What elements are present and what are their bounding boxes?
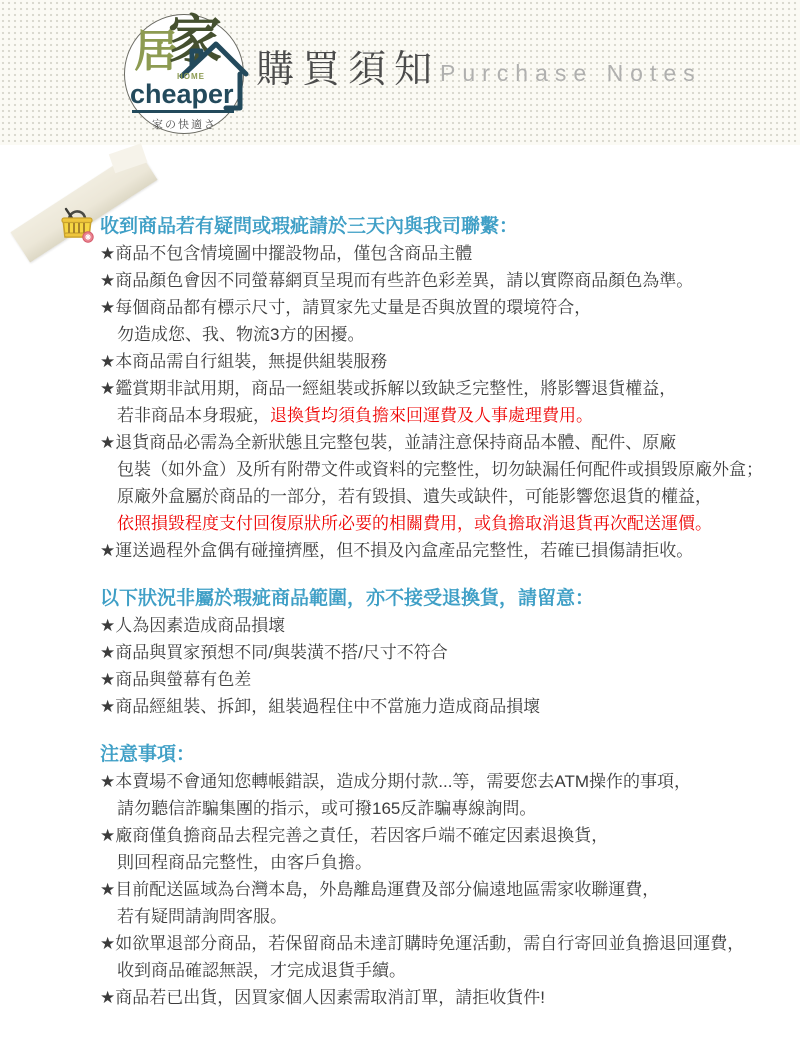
- star-bullet-icon: ★: [100, 541, 116, 560]
- bullet-line: [100, 348, 795, 375]
- body-text: 商品顏色會因不同螢幕網頁呈現而有些許色彩差異，請以實際商品顏色為準。: [115, 271, 694, 290]
- bullet-line: [100, 240, 795, 267]
- star-bullet-icon: ★: [100, 379, 116, 398]
- section: [100, 741, 795, 1011]
- body-text: 原廠外盒屬於商品的一部分，若有毀損、遺失或缺件，可能影響您退貨的權益，: [117, 487, 712, 506]
- page-title-zh: 購買須知: [256, 49, 441, 91]
- body-text: 商品經組裝、拆卸，組裝過程住中不當施力造成商品損壞: [115, 697, 541, 716]
- body-text: 退貨商品必需為全新狀態且完整包裝，並請注意保持商品本體、配件、原廠: [115, 433, 677, 452]
- logo-tagline: 家の快適さ: [152, 119, 217, 131]
- continuation-line: [100, 483, 795, 510]
- bullet-line: [100, 429, 795, 456]
- bullet-line: [100, 612, 795, 639]
- section-heading: 以下狀況非屬於瑕疵商品範圍，亦不接受退換貨，請留意：: [100, 588, 595, 609]
- body-text: 目前配送區域為台灣本島，外島離島運費及部分偏遠地區需家收聯運費，: [115, 880, 660, 899]
- logo-kanji-left: 居: [134, 27, 178, 76]
- bullet-line: [100, 930, 795, 957]
- bullet-line: [100, 693, 795, 720]
- star-bullet-icon: ★: [100, 352, 116, 371]
- body-text: 每個商品都有標示尺寸，請買家先丈量是否與放置的環境符合，: [115, 298, 592, 317]
- body-text: 商品與買家預想不同/與裝潢不搭/尺寸不符合: [115, 643, 448, 662]
- section: [100, 585, 795, 720]
- continuation-line: [100, 795, 795, 822]
- bullet-line: [100, 984, 795, 1011]
- body-text: 運送過程外盒偶有碰撞擠壓，但不損及內盒產品完整性，若確已損傷請拒收。: [115, 541, 694, 560]
- body-text: 廠商僅負擔商品去程完善之責任，若因客戶端不確定因素退換貨，: [115, 826, 609, 845]
- star-bullet-icon: ★: [100, 616, 116, 635]
- star-bullet-icon: ★: [100, 298, 116, 317]
- continuation-line: [100, 456, 795, 483]
- alert-text: 依照損毀程度支付回復原狀所必要的相關費用，或負擔取消退貨再次配送運價。: [117, 514, 712, 533]
- shopping-basket-icon: [58, 206, 96, 244]
- continuation-line: [100, 402, 795, 429]
- star-bullet-icon: ★: [100, 670, 116, 689]
- bullet-line: [100, 267, 795, 294]
- star-bullet-icon: ★: [100, 244, 116, 263]
- body-text: 商品不包含情境圖中擺設物品，僅包含商品主體: [115, 244, 473, 263]
- body-text: 人為因素造成商品損壞: [115, 616, 286, 635]
- continuation-line: [100, 321, 795, 348]
- body-text: 包裝（如外盒）及所有附帶文件或資料的完整性，切勿缺漏任何配件或損毀原廠外盒；: [117, 460, 763, 479]
- content-sections: [100, 213, 795, 1011]
- continuation-line: [100, 957, 795, 984]
- bullet-line: [100, 876, 795, 903]
- page-title-en: Purchase Notes: [440, 60, 702, 86]
- store-logo: [122, 10, 250, 138]
- alert-text: 退換貨均須負擔來回運費及人事處理費用。: [270, 406, 593, 425]
- logo-kanji-right: 家: [168, 11, 222, 71]
- continuation-line: [100, 849, 795, 876]
- page-title: [256, 48, 702, 92]
- continuation-line: [100, 510, 795, 537]
- continuation-line: [100, 903, 795, 930]
- star-bullet-icon: ★: [100, 271, 116, 290]
- star-bullet-icon: ★: [100, 772, 116, 791]
- header-band: [0, 0, 800, 145]
- body-text: 商品若已出貨，因買家個人因素需取消訂單，請拒收貨件!: [115, 988, 545, 1007]
- star-bullet-icon: ★: [100, 826, 116, 845]
- star-bullet-icon: ★: [100, 697, 116, 716]
- star-bullet-icon: ★: [100, 643, 116, 662]
- star-bullet-icon: ★: [100, 880, 116, 899]
- logo-home-label: HOME: [177, 72, 205, 81]
- bullet-line: [100, 294, 795, 321]
- bullet-line: [100, 768, 795, 795]
- body-text: 若非商品本身瑕疵，: [117, 406, 270, 425]
- star-bullet-icon: ★: [100, 988, 116, 1007]
- bullet-line: [100, 666, 795, 693]
- washi-tape-fold: [109, 143, 148, 173]
- section: [100, 213, 795, 564]
- body-text: 本商品需自行組裝，無提供組裝服務: [115, 352, 388, 371]
- section-heading: 注意事項：: [100, 744, 196, 765]
- body-text: 若有疑問請詢問客服。: [117, 907, 287, 926]
- body-text: 收到商品確認無誤，才完成退貨手續。: [117, 961, 406, 980]
- logo-underline: [132, 110, 234, 113]
- body-text: 則回程商品完整性，由客戶負擔。: [117, 853, 372, 872]
- section-heading: 收到商品若有疑問或瑕疵請於三天內與我司聯繫：: [100, 216, 519, 237]
- body-text: 本賣場不會通知您轉帳錯誤，造成分期付款...等，需要您去ATM操作的事項，: [115, 772, 692, 791]
- bullet-line: [100, 537, 795, 564]
- body-text: 商品與螢幕有色差: [115, 670, 252, 689]
- body-text: 如欲單退部分商品，若保留商品未達訂購時免運活動，需自行寄回並負擔退回運費，: [115, 934, 745, 953]
- star-bullet-icon: ★: [100, 433, 116, 452]
- star-bullet-icon: ★: [100, 934, 116, 953]
- body-text: 請勿聽信詐騙集團的指示，或可撥165反詐騙專線詢問。: [117, 799, 537, 818]
- body-text: 勿造成您、我、物流3方的困擾。: [117, 325, 365, 344]
- bullet-line: [100, 375, 795, 402]
- logo-brand-name: cheaper: [130, 79, 234, 109]
- body-text: 鑑賞期非試用期，商品一經組裝或拆解以致缺乏完整性，將影響退貨權益，: [115, 379, 677, 398]
- bullet-line: [100, 639, 795, 666]
- bullet-line: [100, 822, 795, 849]
